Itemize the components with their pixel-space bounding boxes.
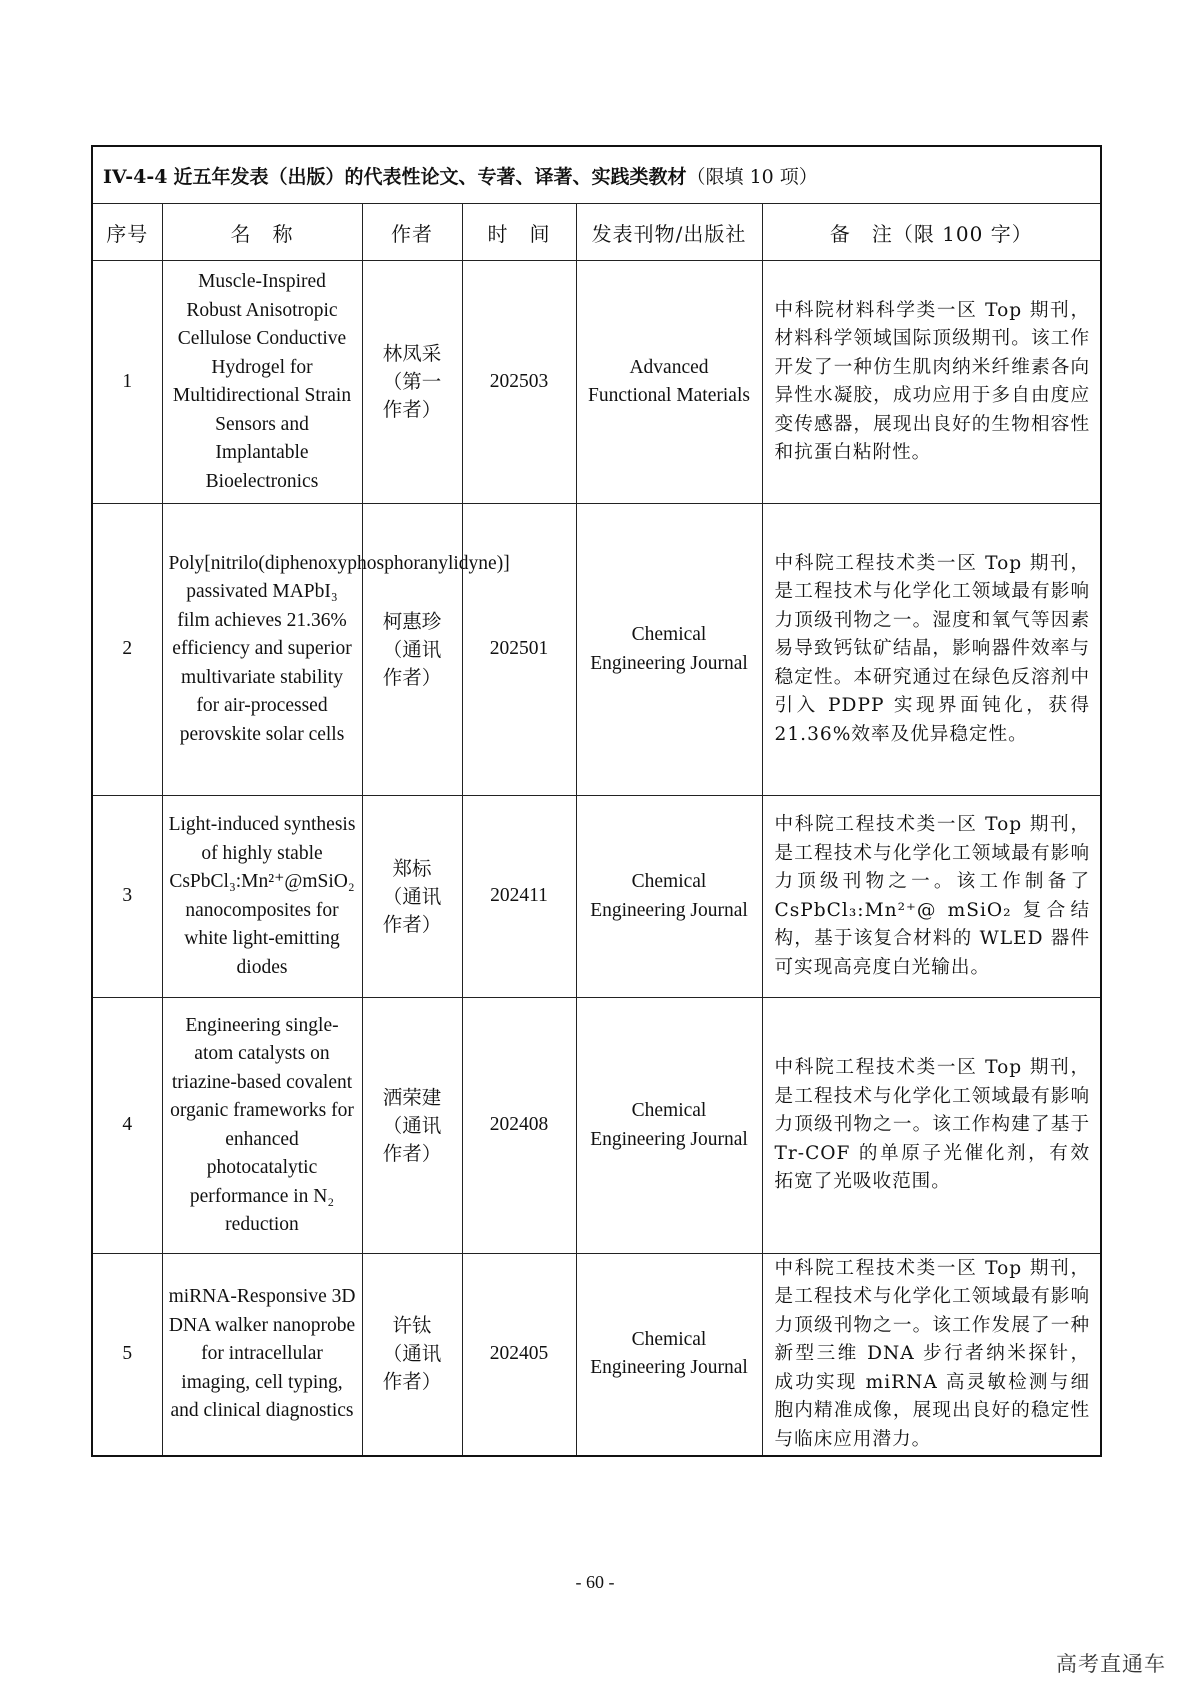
row-author: 洒荣建（通讯作者） (362, 998, 462, 1254)
row-author: 郑标（通讯作者） (362, 796, 462, 998)
table-title-row (92, 146, 1101, 204)
section-title-text: 近五年发表（出版）的代表性论文、专著、译著、实践类教材 (173, 165, 687, 188)
row-journal: Chemical Engineering Journal (576, 998, 762, 1254)
row-num: 5 (92, 1254, 162, 1456)
section-limit: （限填 10 项） (686, 165, 818, 188)
row-num: 2 (92, 504, 162, 796)
row-date: 202501 (462, 504, 576, 796)
row-note: 中科院工程技术类一区 Top 期刊，是工程技术与化学化工领域最有影响力顶级刊物之一。湿度和氧气等因素易导致钙钛矿结晶，影响器件效率与稳定性。本研究通过在绿色反溶剂中引入 PDPP 实现界面钝化，获得 21.36%效率及优异稳定性。 (762, 504, 1101, 796)
row-author: 林凤采（第一作者） (362, 261, 462, 504)
table-row (92, 796, 1101, 998)
row-author: 许钛（通讯作者） (362, 1254, 462, 1456)
watermark-text: 高考直通车 (1056, 1652, 1166, 1676)
row-journal: Chemical Engineering Journal (576, 504, 762, 796)
header-note: 备 注（限 100 字） (762, 204, 1101, 261)
section-title (92, 146, 1101, 204)
page-number: - 60 - (575, 1572, 615, 1592)
header-num: 序号 (92, 204, 162, 261)
row-name: Muscle-Inspired Robust Anisotropic Cellulose Conductive Hydrogel for Multidirectional Strain Sensors and Implantable Bioelectronics (162, 261, 362, 504)
table-row (92, 261, 1101, 504)
row-date: 202503 (462, 261, 576, 504)
row-num: 3 (92, 796, 162, 998)
row-author: 柯惠珍（通讯作者） (362, 504, 462, 796)
row-name: Light-induced synthesis of highly stable CsPbCl₃:Mn²⁺@mSiO₂ nanocomposites for white light-emitting diodes (162, 796, 362, 998)
row-note: 中科院工程技术类一区 Top 期刊，是工程技术与化学化工领域最有影响力顶级刊物之一。该工作制备了 CsPbCl₃:Mn²⁺@ mSiO₂ 复合结构，基于该复合材料的 WLED 器件可实现高亮度白光输出。 (762, 796, 1101, 998)
row-name: Engineering single-atom catalysts on triazine-based covalent organic frameworks for enhanced photocatalytic performance in N₂ reduction (162, 998, 362, 1254)
table-header-row (92, 204, 1101, 261)
row-date: 202411 (462, 796, 576, 998)
achievements-table (91, 145, 1102, 1457)
table-row (92, 504, 1101, 796)
row-note: 中科院工程技术类一区 Top 期刊，是工程技术与化学化工领域最有影响力顶级刊物之一。该工作构建了基于 Tr-COF 的单原子光催化剂，有效拓宽了光吸收范围。 (762, 998, 1101, 1254)
header-author: 作者 (362, 204, 462, 261)
row-journal: Chemical Engineering Journal (576, 1254, 762, 1456)
row-date: 202408 (462, 998, 576, 1254)
header-name: 名 称 (162, 204, 362, 261)
header-date: 时 间 (462, 204, 576, 261)
row-journal: Advanced Functional Materials (576, 261, 762, 504)
row-journal: Chemical Engineering Journal (576, 796, 762, 998)
table-row (92, 1254, 1101, 1456)
row-num: 4 (92, 998, 162, 1254)
row-note: 中科院工程技术类一区 Top 期刊，是工程技术与化学化工领域最有影响力顶级刊物之一。该工作发展了一种新型三维 DNA 步行者纳米探针，成功实现 miRNA 高灵敏检测与细胞内精准成像，展现出良好的稳定性与临床应用潜力。 (762, 1254, 1101, 1456)
header-journal: 发表刊物/出版社 (576, 204, 762, 261)
row-note: 中科院材料科学类一区 Top 期刊，材料科学领域国际顶级期刊。该工作开发了一种仿生肌肉纳米纤维素各向异性水凝胶，成功应用于多自由度应变传感器，展现出良好的生物相容性和抗蛋白粘附性。 (762, 261, 1101, 504)
row-name: Poly[nitrilo(diphenoxyphosphoranylidyne)] passivated MAPbI₃ film achieves 21.36% efficiency and superior multivariate stability for air-processed perovskite solar cells (162, 504, 362, 796)
row-date: 202405 (462, 1254, 576, 1456)
row-name: miRNA-Responsive 3D DNA walker nanoprobe for intracellular imaging, cell typing, and clinical diagnostics (162, 1254, 362, 1456)
row-num: 1 (92, 261, 162, 504)
table-row (92, 998, 1101, 1254)
section-code: IV-4-4 (103, 165, 168, 188)
